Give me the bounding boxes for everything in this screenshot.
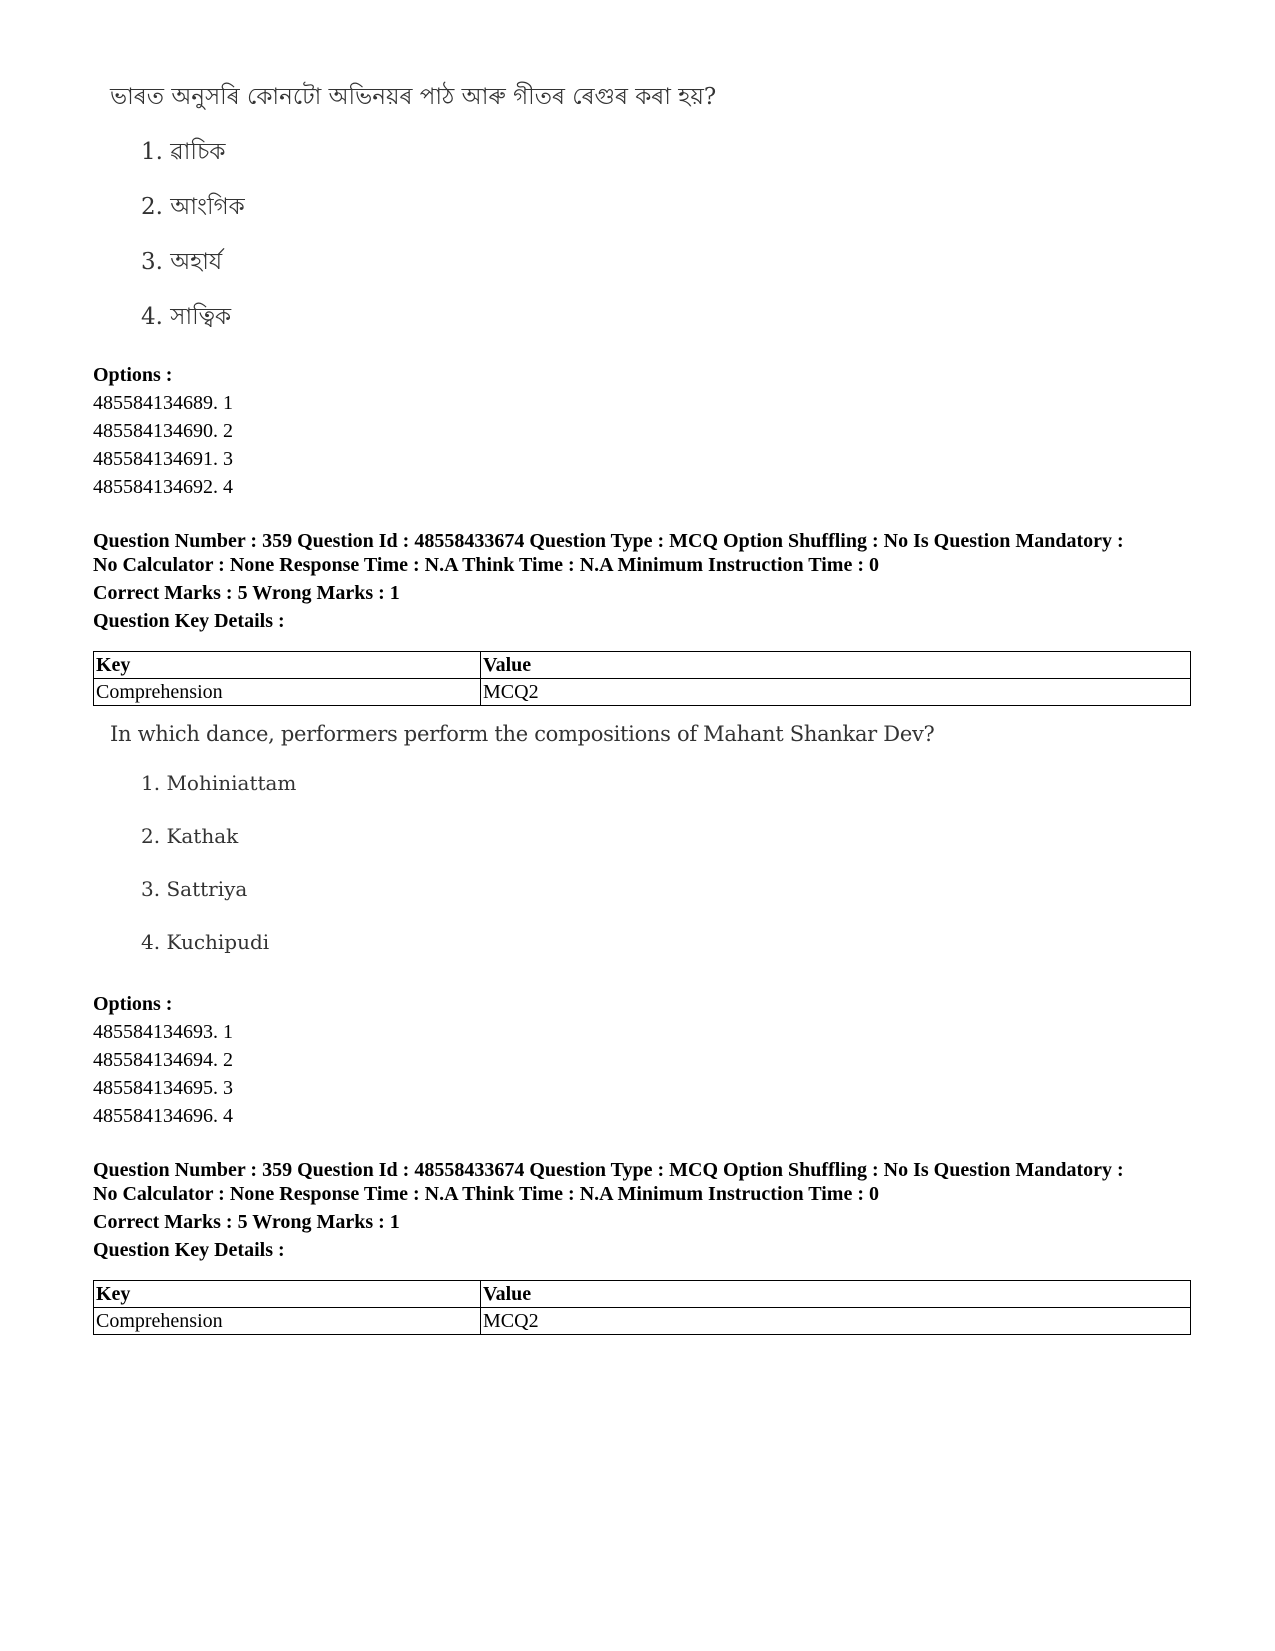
meta-line: No Calculator : None Response Time : N.A Think Time : N.A Minimum Instruction Time : 0 bbox=[93, 1183, 879, 1205]
meta-line: Question Number : 359 Question Id : 48558433674 Question Type : MCQ Option Shuffling : No Is Question Mandatory : bbox=[93, 1159, 1124, 1181]
option-item: 485584134696. 4 bbox=[93, 1105, 233, 1127]
meta-line: Question Number : 359 Question Id : 48558433674 Question Type : MCQ Option Shuffling : No Is Question Mandatory : bbox=[93, 530, 1124, 552]
key-value-table bbox=[93, 1280, 1191, 1335]
table-cell-value: MCQ2 bbox=[481, 679, 1191, 706]
question-choice: 1. Mohiniattam bbox=[141, 771, 297, 795]
key-value-table bbox=[93, 651, 1191, 706]
option-item: 485584134694. 2 bbox=[93, 1049, 233, 1071]
option-item: 485584134690. 2 bbox=[93, 420, 233, 442]
question-choice: 3. Sattriya bbox=[141, 877, 248, 901]
option-item: 485584134693. 1 bbox=[93, 1021, 233, 1043]
table-header-key: Key bbox=[94, 652, 481, 679]
question-image-assamese bbox=[93, 76, 893, 346]
table-header-value: Value bbox=[481, 652, 1191, 679]
key-details-heading: Question Key Details : bbox=[93, 610, 285, 632]
marks-line: Correct Marks : 5 Wrong Marks : 1 bbox=[93, 582, 400, 604]
meta-line: No Calculator : None Response Time : N.A Think Time : N.A Minimum Instruction Time : 0 bbox=[93, 554, 879, 576]
table-header-key: Key bbox=[94, 1281, 481, 1308]
marks-line: Correct Marks : 5 Wrong Marks : 1 bbox=[93, 1211, 400, 1233]
table-row bbox=[94, 1308, 1191, 1335]
table-header-row bbox=[94, 1281, 1191, 1308]
table-cell-key: Comprehension bbox=[94, 679, 481, 706]
question-choice: 2. আংগিক bbox=[141, 194, 245, 220]
table-cell-value: MCQ2 bbox=[481, 1308, 1191, 1335]
table-header-value: Value bbox=[481, 1281, 1191, 1308]
question-choice: 3. অহাৰ্য bbox=[141, 249, 223, 275]
table-header-row bbox=[94, 652, 1191, 679]
table-cell-key: Comprehension bbox=[94, 1308, 481, 1335]
options-heading: Options : bbox=[93, 364, 173, 386]
question-stem: ভাৰত অনুসৰি কোনটো অভিনয়ৰ পাঠ আৰু গীতৰ ৰেগুৰ কৰা হয়? bbox=[110, 84, 717, 110]
question-meta bbox=[93, 529, 1193, 633]
option-item: 485584134695. 3 bbox=[93, 1077, 233, 1099]
options-list bbox=[93, 361, 233, 501]
question-choice: 1. ৱাচিক bbox=[141, 139, 226, 165]
question-image-english bbox=[93, 714, 935, 974]
table-row bbox=[94, 679, 1191, 706]
question-choice: 2. Kathak bbox=[141, 824, 239, 848]
options-list bbox=[93, 990, 233, 1130]
question-stem: In which dance, performers perform the compositions of Mahant Shankar Dev? bbox=[110, 722, 935, 746]
question-choice: 4. সাত্বিক bbox=[141, 304, 232, 330]
options-heading: Options : bbox=[93, 993, 173, 1015]
option-item: 485584134689. 1 bbox=[93, 392, 233, 414]
question-choice: 4. Kuchipudi bbox=[141, 930, 270, 954]
key-details-heading: Question Key Details : bbox=[93, 1239, 285, 1261]
option-item: 485584134692. 4 bbox=[93, 476, 233, 498]
question-meta bbox=[93, 1158, 1193, 1262]
option-item: 485584134691. 3 bbox=[93, 448, 233, 470]
